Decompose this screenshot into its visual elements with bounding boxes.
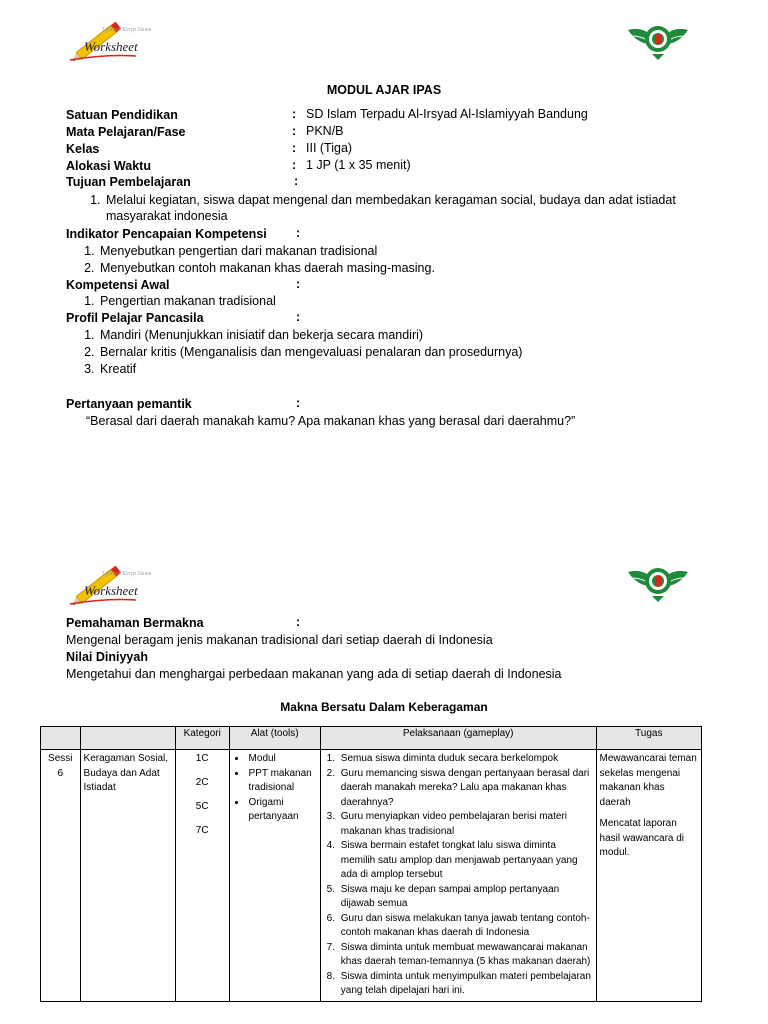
field-mapel xyxy=(66,124,186,140)
table-header-alat: Alat (tools) xyxy=(229,727,320,750)
pelaksanaan-cell xyxy=(320,750,596,1002)
section-indikator xyxy=(66,226,267,242)
school-emblem xyxy=(626,14,690,64)
section-label: Tujuan Pembelajaran xyxy=(66,175,191,189)
step-item: 6. Guru dan siswa melakukan tanya jawab tentang contoh-contoh makanan khas daerah di Indonesia xyxy=(338,912,593,941)
step-item: 1. Semua siswa diminta duduk secara berkelompok xyxy=(338,752,593,767)
step-item: 3. Guru menyiapkan video pembelajaran berisi materi makanan khas tradisional xyxy=(338,810,593,839)
winged-emblem-icon xyxy=(626,14,690,64)
colon: : xyxy=(292,124,297,138)
colon: : xyxy=(296,615,301,629)
sesi-cell: Sessi 6 xyxy=(41,750,81,1002)
page-title: MODUL AJAR IPAS xyxy=(326,83,442,97)
colon: : xyxy=(296,310,301,324)
colon: : xyxy=(296,226,301,240)
field-value: SD Islam Terpadu Al-Irsyad Al-Islamiyyah Bandung xyxy=(306,107,588,121)
section-pertanyaan xyxy=(66,396,192,412)
step-item: 4. Siswa bermain estafet tongkat lalu siswa diminta memilih satu amplop dan menjawab pertanyaan yang ada di amplop tersebut xyxy=(338,839,593,883)
alat-item: • Modul xyxy=(247,752,317,767)
school-emblem xyxy=(626,556,690,606)
section-label: Profil Pelajar Pancasila xyxy=(66,311,204,325)
indikator-list xyxy=(81,243,681,277)
step-item: 5. Siswa maju ke depan sampai amplop pertanyaan dijawab semua xyxy=(338,883,593,912)
field-alokasi xyxy=(66,158,151,174)
colon: : xyxy=(292,158,297,172)
kategori-item: 5C xyxy=(195,801,209,812)
list-item: 2. Menyebutkan contoh makanan khas daerah masing-masing. xyxy=(98,260,681,277)
colon: : xyxy=(294,174,299,188)
alat-item: • Origami pertanyaan xyxy=(247,796,317,825)
section-label: Kompetensi Awal xyxy=(66,278,170,292)
pemahaman-text: Mengenal beragam jenis makanan tradisional dari setiap daerah di Indonesia xyxy=(66,633,493,647)
colon: : xyxy=(296,396,301,410)
section-profil xyxy=(66,310,204,326)
table-header xyxy=(41,727,81,750)
kategori-item: 7C xyxy=(195,825,209,836)
field-label: Alokasi Waktu xyxy=(66,159,151,173)
section-label: Pemahaman Bermakna xyxy=(66,616,204,630)
tujuan-list xyxy=(87,192,707,224)
colon: : xyxy=(292,141,297,155)
step-item: 8. Siswa diminta untuk menyimpulkan materi pembelajaran yang telah dipelajari hari ini. xyxy=(338,970,593,999)
tugas-item: Mencatat laporan hasil wawancara di modul. xyxy=(599,818,685,858)
field-value: 1 JP (1 x 35 menit) xyxy=(306,158,411,172)
lesson-table xyxy=(40,726,702,1002)
table-header-kategori: Kategori xyxy=(175,727,229,750)
kategori-cell xyxy=(175,750,229,1002)
section-pemahaman xyxy=(66,615,204,631)
list-item: 3. Kreatif xyxy=(98,361,681,378)
list-item: 1. Pengertian makanan tradisional xyxy=(98,293,681,310)
table-header xyxy=(80,727,175,750)
section-label: Indikator Pencapaian Kompetensi xyxy=(66,227,267,241)
field-label: Satuan Pendidikan xyxy=(66,108,178,122)
field-label: Kelas xyxy=(66,142,100,156)
tugas-item: Mewawancarai teman sekelas mengenai makanan khas daerah xyxy=(599,753,697,808)
tugas-cell xyxy=(596,750,701,1002)
field-kelas xyxy=(66,141,99,157)
section-nilai xyxy=(66,649,148,665)
nilai-text: Mengetahui dan menghargai perbedaan makanan yang ada di setiap daerah di Indonesia xyxy=(66,667,562,681)
table-header-pelaksanaan: Pelaksanaan (gameplay) xyxy=(320,727,596,750)
table-header-tugas: Tugas xyxy=(596,727,701,750)
alat-cell xyxy=(229,750,320,1002)
worksheet-logo xyxy=(66,560,166,608)
kategori-item: 2C xyxy=(195,777,209,788)
field-value: III (Tiga) xyxy=(306,141,353,155)
list-item: 1. Menyebutkan pengertian dari makanan tradisional xyxy=(98,243,681,260)
worksheet-logo xyxy=(66,16,166,64)
field-value: PKN/B xyxy=(306,124,344,138)
step-item: 2. Guru memancing siswa dengan pertanyaan berasal dari daerah manakah mereka? Lalu apa makanan khas daerahnya? xyxy=(338,767,593,811)
section-label: Pertanyaan pemantik xyxy=(66,397,192,411)
section-kompetensi-awal xyxy=(66,277,170,293)
worksheet-text: Worksheet xyxy=(84,39,138,54)
alat-item: • PPT makanan tradisional xyxy=(247,767,317,796)
worksheet-tagline: Lembar Kerja Siswa xyxy=(102,27,152,33)
kompetensi-awal-list xyxy=(81,293,681,310)
table-header-row xyxy=(41,727,702,750)
worksheet-tagline: Lembar Kerja Siswa xyxy=(102,571,152,577)
winged-emblem-icon xyxy=(626,556,690,606)
table-title: Makna Bersatu Dalam Keberagaman xyxy=(280,700,488,714)
worksheet-text: Worksheet xyxy=(84,583,138,598)
pertanyaan-text: “Berasal dari daerah manakah kamu? Apa makanan khas yang berasal dari daerahmu?” xyxy=(86,414,576,428)
list-item: 2. Bernalar kritis (Menganalisis dan mengevaluasi penalaran dan prosedurnya) xyxy=(98,344,681,361)
section-label: Nilai Diniyyah xyxy=(66,650,148,664)
profil-list xyxy=(81,327,681,377)
step-item: 7. Siswa diminta untuk membuat mewawancarai makanan khas daerah teman-temannya (5 khas makanan daerah) xyxy=(338,941,593,970)
list-item: 1. Melalui kegiatan, siswa dapat mengenal dan membedakan keragaman social, budaya dan adat istiadat masyarakat indonesia xyxy=(104,192,707,224)
kategori-item: 1C xyxy=(195,753,209,764)
table-row xyxy=(41,750,702,1002)
colon: : xyxy=(292,107,297,121)
list-item: 1. Mandiri (Menunjukkan inisiatif dan bekerja secara mandiri) xyxy=(98,327,681,344)
field-label: Mata Pelajaran/Fase xyxy=(66,125,186,139)
topic-cell: Keragaman Sosial, Budaya dan Adat Istiadat xyxy=(80,750,175,1002)
section-tujuan xyxy=(66,174,191,190)
colon: : xyxy=(296,277,301,291)
field-satuan xyxy=(66,107,178,123)
